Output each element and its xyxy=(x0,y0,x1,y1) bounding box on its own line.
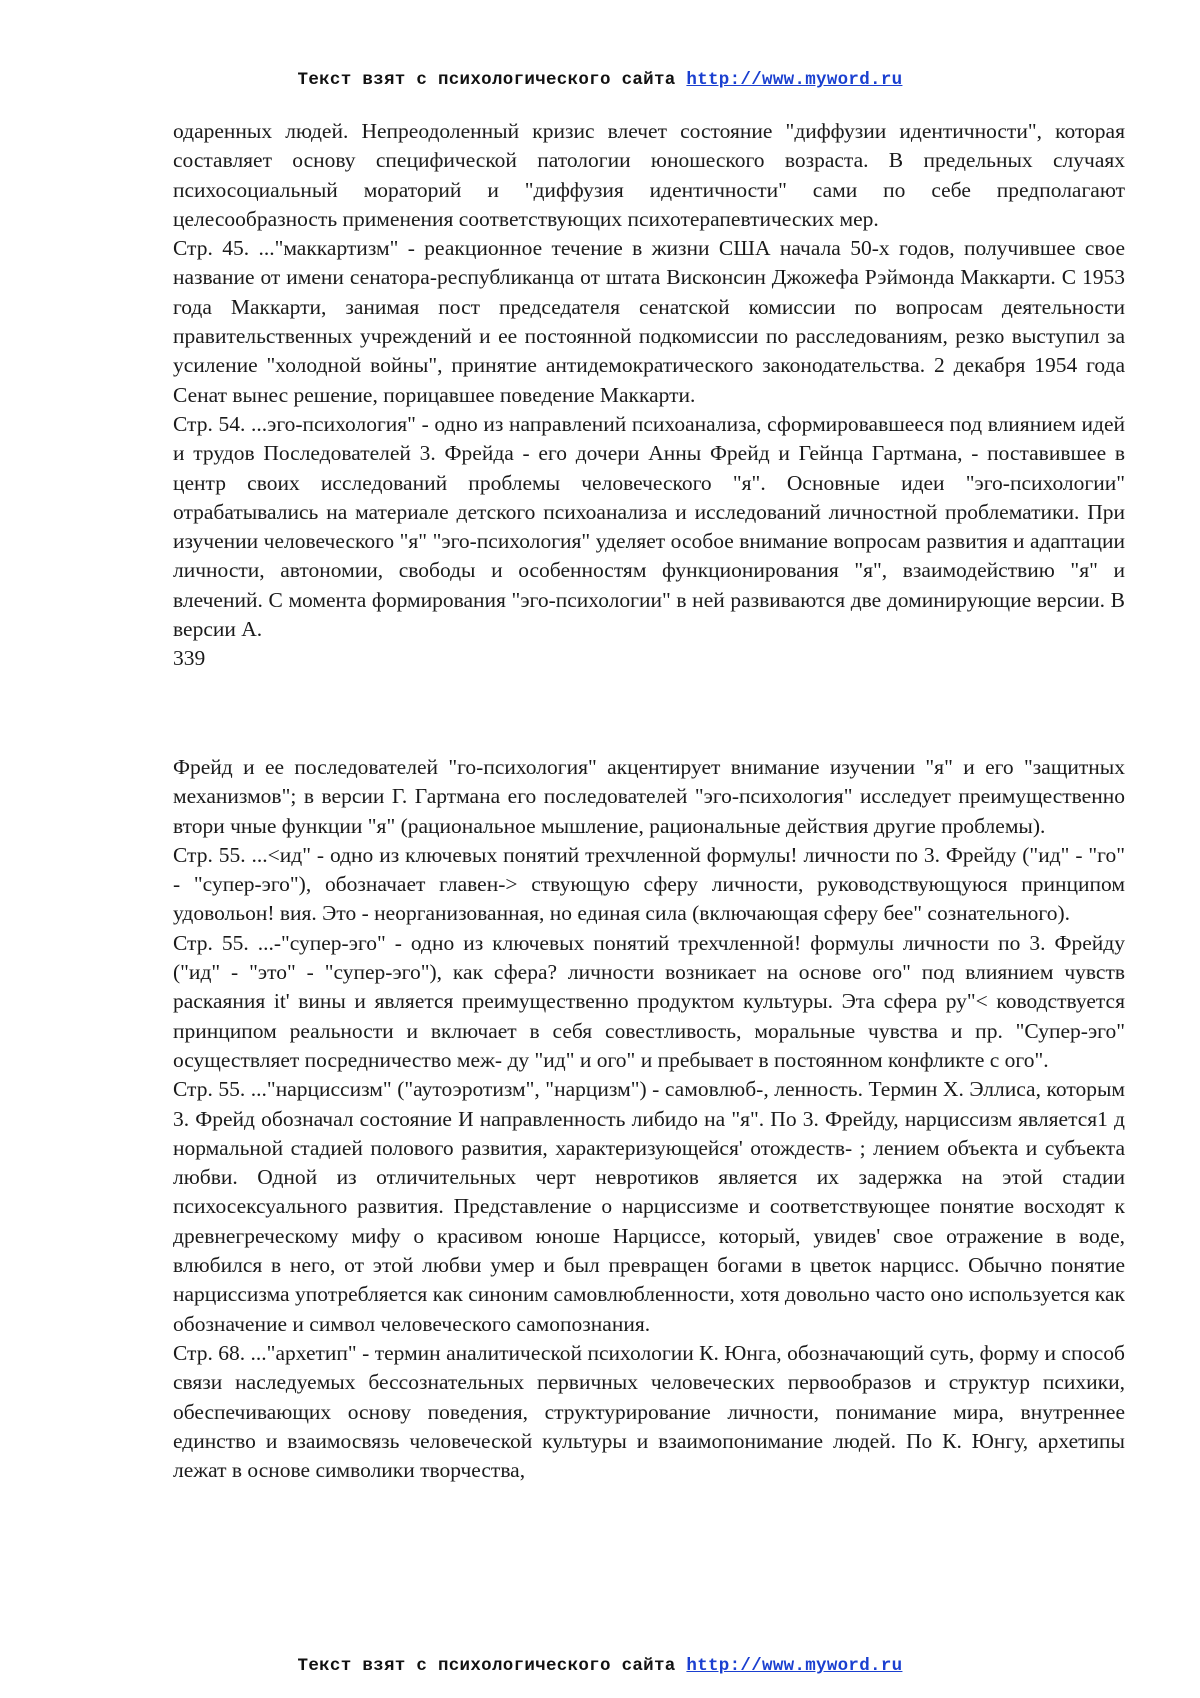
text-block-top xyxy=(173,117,1125,674)
paragraph: Стр. 54. ...эго-психология" - одно из направлений психоанализа, сформировавшееся под влиянием идей и трудов Последователей 3. Фрейда - его дочери Анны Фрейд и Гейнца Гартмана, - поставившее в центр своих исследований проблемы человеческого "я". Основные идеи "эго-психологии" отрабатывались на материале детского психоанализа и исследований личностной проблематики. При изучении человеческого "я" "эго-психология" уделяет особое внимание вопросам развития и адаптации личности, автономии, свободы и особенностям функционирования "я", взаимодействию "я" и влечений. С момента формирования "эго-психологии" в ней развиваются две доминирующие версии. В версии А. xyxy=(173,411,1125,642)
page-header xyxy=(0,70,1200,90)
page-number: 339 xyxy=(173,646,206,671)
paragraph: Фрейд и ее последователей "го-психология" акцентирует внимание изучении "я" и его "защитных механизмов"; в версии Г. Гартмана его последователей "эго-психология" исследует преимущественно втори чные функции "я" (рациональное мышление, рациональные действия другие проблемы). xyxy=(173,755,1125,838)
header-text: Текст взят с психологического сайта xyxy=(297,70,676,90)
paragraph: Стр. 55. ...<ид" - одно из ключевых понятий трехчленной формулы! личности по 3. Фрейду ("ид" - "го" - "супер-эго"), обозначает главен-> ствующую сферу личности, руководствующуюся принципом удовольон! вия. Это - неорганизованная, но единая сила (включающая сферу бее" сознательного). xyxy=(173,842,1125,926)
footer-site-link[interactable]: http://www.myword.ru xyxy=(686,1656,903,1676)
page-footer xyxy=(0,1656,1200,1676)
paragraph: Стр. 55. ..."нарциссизм" ("аутоэротизм", "нарцизм") - самовлюб-, ленность. Термин X. Эллиса, которым 3. Фрейд обозначал состояние И направленность либидо на "я". По 3. Фрейду, нарциссизм является1 д нормальной стадией полового развития, характеризующейся' отождеств- ; лением объекта и субъекта любви. Одной из отличительных черт невротиков является их задержка на этой стадии психосексуального развития. Представление о нарциссизме и соответствующее понятие восходят к древнегреческому мифу о красивом юноше Нарциссе, который, увидев' свое отражение в воде, влюбился в него, от этой любви умер и был превращен богами в цветок нарцисс. Обычно понятие нарциссизма употребляется как синоним самовлюбленности, хотя довольно часто оно используется как обозначение и символ человеческого самопознания. xyxy=(173,1077,1125,1336)
paragraph: Стр. 55. ...-"супер-эго" - одно из ключевых понятий трехчленной! формулы личности по 3. Фрейду ("ид" - "это" - "супер-эго"), как сфера? личности возникает на основе ого" под влиянием чувств раскаяния it' вины и является преимущественно продуктом культуры. Эта сфера ру"< ководствуется принципом реальности и включает в себя совестливость, моральные чувства и пр. "Супер-эго" осуществляет посредничество меж- ду "ид" и ого" и пребывает в постоянном конфликте с ого". xyxy=(173,930,1125,1072)
paragraph: Стр. 68. ..."архетип" - термин аналитической психологии К. Юнга, обозначающий суть, форму и способ связи наследуемых бессознательных первичных человеческих первообразов и структур психики, обеспечивающих основу поведения, структурирование личности, понимание мира, внутреннее единство и взаимосвязь человеческой культуры и взаимопонимание людей. По К. Юнгу, архетипы лежат в основе символики творчества, xyxy=(173,1340,1125,1483)
text-block-bottom xyxy=(173,753,1125,1485)
header-site-link[interactable]: http://www.myword.ru xyxy=(686,70,903,90)
paragraph: одаренных людей. Непреодоленный кризис влечет состояние "диффузии идентичности", которая составляет основу специфической патологии юношеского возраста. В предельных случаях психосоциальный мораторий и "диффузия идентичности" сами по себе предполагают целесообразность применения соответствующих психотерапевтических мер. xyxy=(173,119,1125,231)
paragraph: Стр. 45. ..."маккартизм" - реакционное течение в жизни США начала 50-х годов, получившее свое название от имени сенатора-республиканца от штата Висконсин Джожефа Рэймонда Маккарти. С 1953 года Маккарти, занимая пост председателя сенатской комиссии по вопросам деятельности правительственных учреждений и ее постоянной подкомиссии по расследованиям, резко выступил за усиление "холодной войны", принятие антидемократического законодательства. 2 декабря 1954 года Сенат вынес решение, порицавшее поведение Маккарти. xyxy=(173,236,1125,407)
footer-text: Текст взят с психологического сайта xyxy=(297,1656,676,1676)
